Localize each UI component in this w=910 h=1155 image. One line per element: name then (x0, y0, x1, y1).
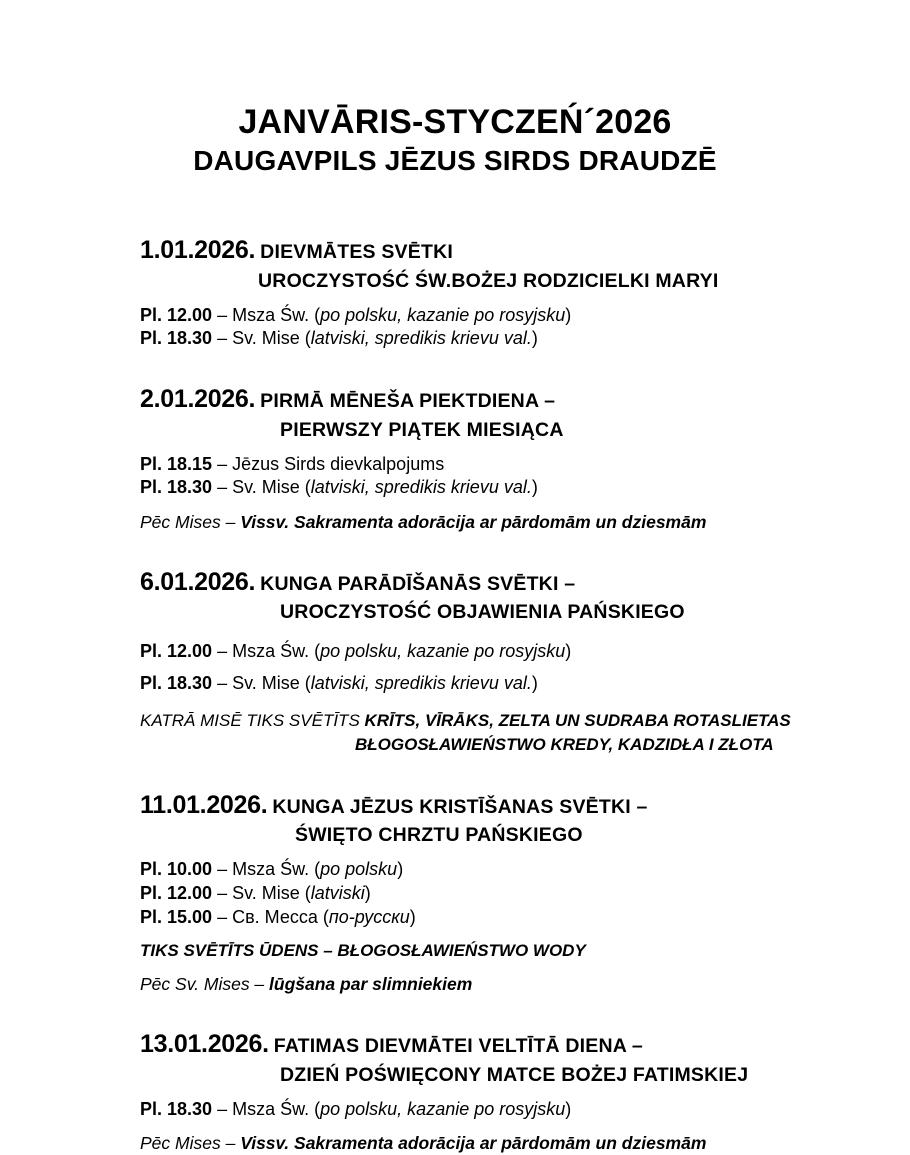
time-description (232, 305, 571, 325)
entry-note-emphasis: lūgšana par slimniekiem (269, 974, 473, 995)
time-description-plain: Sv. Mise ( (232, 477, 311, 498)
time-label: Pl. 12.00 (140, 304, 213, 325)
entry-title-polish: UROCZYSTOŚĆ ŚW.BOŻEJ RODZICIELKI MARYI (258, 269, 719, 292)
schedule-entry (140, 791, 890, 997)
schedule-entry (140, 236, 890, 351)
time-dash: – (217, 882, 228, 903)
entry-times-list (140, 453, 890, 501)
entry-note (140, 1132, 890, 1155)
time-label: Pl. 12.00 (140, 641, 213, 662)
entry-heading-row (140, 568, 890, 598)
entry-title-polish: PIERWSZY PIĄTEK MIESIĄCA (280, 418, 564, 441)
time-description (232, 1099, 571, 1119)
time-row (140, 882, 890, 906)
entry-title-latvian: DIEVMĀTES SVĒTKI (260, 241, 453, 264)
time-row (140, 906, 890, 930)
entry-note-lead: Pēc Mises – (140, 1133, 241, 1154)
document-header (0, 0, 910, 176)
time-description-language: po polsku (320, 859, 398, 880)
entry-note-lead: Pēc Mises – (140, 512, 241, 533)
time-row (140, 635, 890, 667)
entry-title-latvian: FATIMAS DIEVMĀTEI VELTĪTĀ DIENA – (273, 1035, 643, 1058)
time-label: Pl. 18.30 (140, 477, 213, 498)
entry-title-polish: UROCZYSTOŚĆ OBJAWIENIA PAŃSKIEGO (280, 601, 685, 624)
time-row (140, 858, 890, 882)
entry-heading (140, 385, 890, 442)
entry-heading (140, 1030, 890, 1087)
time-row (140, 304, 890, 328)
entry-water-blessing-note (140, 940, 890, 962)
entry-times-list (140, 858, 890, 929)
time-description-plain: Msza Św. ( (232, 641, 321, 662)
entry-heading-row (140, 385, 890, 415)
time-description-tail: ) (409, 906, 416, 927)
time-description-tail: ) (531, 673, 538, 694)
schedule-entries-list (0, 236, 910, 1155)
time-dash: – (217, 906, 228, 927)
entry-times-list (140, 635, 890, 699)
entry-title-latvian: KUNGA JĒZUS KRISTĪŠANAS SVĒTKI – (272, 795, 648, 818)
schedule-entry (140, 568, 890, 757)
time-label: Pl. 12.00 (140, 882, 213, 903)
time-label: Pl. 18.30 (140, 328, 213, 349)
time-description-tail: ) (565, 1098, 572, 1119)
time-dash: – (217, 328, 228, 349)
time-row (140, 667, 890, 699)
time-row (140, 1098, 890, 1122)
time-description (232, 641, 571, 661)
time-label: Pl. 18.30 (140, 1098, 213, 1119)
time-label: Pl. 15.00 (140, 906, 213, 927)
entry-heading (140, 568, 890, 625)
time-description-plain: Sv. Mise ( (232, 673, 311, 694)
time-description (232, 907, 416, 927)
time-description (232, 859, 403, 879)
time-description (232, 673, 538, 693)
time-description-tail: ) (565, 304, 572, 325)
time-description-language: po polsku, kazanie po rosyjsku (320, 1098, 566, 1119)
time-dash: – (217, 859, 228, 880)
time-description (232, 477, 538, 497)
time-description-plain: Msza Św. ( (232, 304, 321, 325)
time-description (232, 883, 371, 903)
entry-heading (140, 791, 890, 848)
entry-water-blessing-text: TIKS SVĒTĪTS ŪDENS – BŁOGOSŁAWIEŃSTWO WODY (140, 941, 586, 961)
time-description-plain: Св. Месса ( (232, 906, 329, 927)
time-description-language: latviski, spredikis krievu val. (310, 477, 532, 498)
schedule-entry (140, 1030, 890, 1155)
time-row (140, 327, 890, 351)
time-description-tail: ) (531, 328, 538, 349)
time-description-language: po polsku, kazanie po rosyjsku (320, 641, 566, 662)
entry-times-list (140, 1098, 890, 1122)
time-label: Pl. 10.00 (140, 859, 213, 880)
time-row (140, 476, 890, 500)
entry-title-latvian: KUNGA PARĀDĪŠANĀS SVĒTKI – (260, 572, 576, 595)
time-row (140, 453, 890, 477)
entry-note (140, 511, 890, 534)
time-dash: – (217, 673, 228, 694)
entry-heading-row (140, 1030, 890, 1060)
entry-note (140, 973, 890, 996)
entry-title-polish: DZIEŃ POŚWIĘCONY MATCE BOŻEJ FATIMSKIEJ (280, 1063, 749, 1086)
time-dash: – (217, 304, 228, 325)
time-description-language: po polsku, kazanie po rosyjsku (320, 304, 566, 325)
entry-heading-row (140, 791, 890, 821)
entry-note-emphasis: Vissv. Sakramenta adorācija ar pārdomām un dziesmām (240, 512, 707, 533)
entry-date: 11.01.2026. (140, 790, 268, 819)
time-label: Pl. 18.30 (140, 673, 213, 694)
entry-note-emphasis: Vissv. Sakramenta adorācija ar pārdomām un dziesmām (240, 1133, 707, 1154)
time-description-tail: ) (531, 477, 538, 498)
entry-date: 6.01.2026. (140, 567, 256, 596)
entry-blessing-note-lead: KATRĀ MISĒ TIKS SVĒTĪTS (140, 711, 365, 731)
page-title-month: JANVĀRIS-STYCZEŃ´2026 (238, 103, 672, 141)
time-description (232, 328, 538, 348)
entry-title-polish: ŚWIĘTO CHRZTU PAŃSKIEGO (295, 824, 583, 847)
time-description-tail: ) (364, 882, 371, 903)
time-description (232, 454, 444, 474)
time-dash: – (217, 1098, 228, 1119)
time-description-plain: Msza Św. ( (232, 859, 321, 880)
time-description-language: latviski, spredikis krievu val. (310, 673, 532, 694)
entry-blessing-note-items: KRĪTS, VĪRĀKS, ZELTA UN SUDRABA ROTASLIETAS (364, 711, 791, 731)
entry-date: 1.01.2026. (140, 236, 256, 265)
schedule-entry (140, 385, 890, 534)
time-dash: – (217, 641, 228, 662)
time-description-plain: Sv. Mise ( (232, 882, 311, 903)
time-dash: – (217, 453, 228, 474)
time-description-plain: Msza Św. ( (232, 1098, 321, 1119)
entry-times-list (140, 304, 890, 352)
entry-date: 13.01.2026. (140, 1030, 269, 1059)
time-description-plain: Jēzus Sirds dievkalpojums (232, 453, 445, 474)
entry-blessing-note (140, 710, 890, 732)
time-dash: – (217, 477, 228, 498)
time-description-language: по-русски (328, 906, 410, 927)
entry-title-latvian: PIRMĀ MĒNEŠA PIEKTDIENA – (260, 390, 556, 413)
entry-date: 2.01.2026. (140, 385, 256, 414)
time-description-tail: ) (565, 641, 572, 662)
entry-heading (140, 236, 890, 293)
time-description-tail: ) (397, 859, 404, 880)
entry-note-lead: Pēc Sv. Mises – (140, 974, 270, 995)
time-description-language: latviski, spredikis krievu val. (310, 328, 532, 349)
entry-blessing-note-polish: BŁOGOSŁAWIEŃSTWO KREDY, KADZIDŁA I ZŁOTA (355, 735, 774, 755)
page-title-parish: DAUGAVPILS JĒZUS SIRDS DRAUDZĒ (193, 144, 717, 176)
time-description-language: latviski (310, 882, 365, 903)
time-label: Pl. 18.15 (140, 453, 213, 474)
entry-heading-row (140, 236, 890, 266)
time-description-plain: Sv. Mise ( (232, 328, 311, 349)
